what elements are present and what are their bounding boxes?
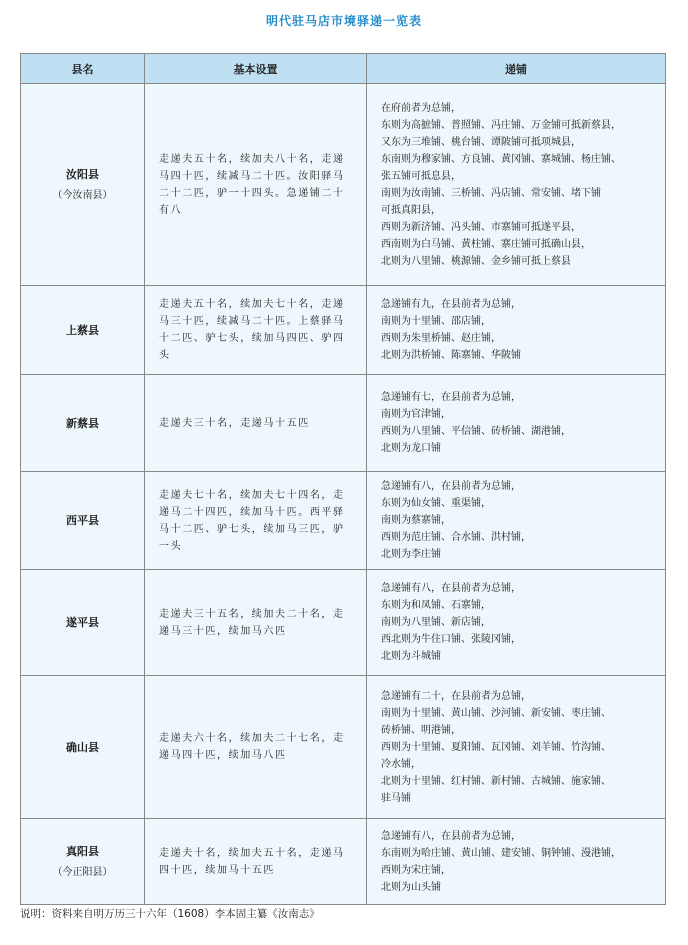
county-cell <box>21 819 145 905</box>
station-line: 张五铺可抵息县， <box>381 170 461 182</box>
station-line: 西则为新济铺、冯头铺、市寨铺可抵遂平县， <box>381 221 581 233</box>
station-line: 东则为和凤铺、石寨铺， <box>381 600 491 611</box>
table-row <box>21 570 666 676</box>
basic-setup-cell: 走递夫三十五名，续加夫二十名，走递马三十匹，续加马六匹 <box>145 570 367 676</box>
county-cell <box>21 84 145 286</box>
county-name: 西平县 <box>66 514 99 527</box>
station-line: 北则为八里铺、桃源铺、金乡铺可抵上蔡县 <box>381 255 571 267</box>
station-line: 东南则为穆家铺、方良铺、黄冈铺、寨城铺、杨庄铺、 <box>381 153 621 165</box>
station-line: 西则为范庄铺、合水铺、洪村铺， <box>381 532 531 543</box>
station-line: 南则为八里铺、新店铺， <box>381 617 491 628</box>
stations-cell <box>367 286 666 375</box>
station-line: 西则为宋庄铺， <box>381 864 451 876</box>
table-title: 明代驻马店市境驿递一览表 <box>265 14 422 28</box>
table-row <box>21 286 666 375</box>
station-line: 南则为蔡寨铺， <box>381 515 451 526</box>
station-line: 北则为斗城铺 <box>381 651 441 662</box>
station-line: 北则为龙口铺 <box>381 443 441 454</box>
station-line: 西则为十里铺、夏阳铺、瓦冈铺、刘羊铺、竹沟铺、 <box>381 741 611 753</box>
station-line: 冷水铺， <box>381 758 421 770</box>
basic-setup-cell: 走递夫七十名，续加夫七十四名，走递马二十四匹，续加马十匹。西平驿马十二匹、驴七头，续加马三匹，驴一头 <box>145 472 367 570</box>
station-line: 急递铺有二十，在县前者为总铺， <box>381 690 531 702</box>
station-line: 北则为李庄铺 <box>381 549 441 560</box>
station-line: 驻马铺 <box>381 792 411 804</box>
station-line: 南则为十里铺、邵店铺， <box>381 316 491 327</box>
station-line: 可抵真阳县， <box>381 204 441 216</box>
station-line: 东则为仙女铺、重渠铺， <box>381 498 491 509</box>
basic-setup-cell: 走递夫十名，续加夫五十名，走递马四十匹，续加马十五匹 <box>145 819 367 905</box>
county-cell <box>21 570 145 676</box>
county-cell <box>21 676 145 819</box>
station-line: 北则为洪桥铺、陈寨铺、华陂铺 <box>381 350 521 361</box>
table-footnote: 说明：资料来自明万历三十六年（1608）李本固主纂《汝南志》 <box>20 908 320 920</box>
basic-setup-cell: 走递夫五十名，续加夫七十名，走递马三十匹，续减马二十匹。上蔡驿马十二匹、驴七头，续加马四匹、驴四头 <box>145 286 367 375</box>
county-name: 确山县 <box>66 740 99 754</box>
basic-setup-cell: 走递夫六十名，续加夫二十七名，走递马四十匹，续加马八匹 <box>145 676 367 819</box>
county-name: 汝阳县 <box>66 167 99 181</box>
header-basic: 基本设置 <box>145 54 367 84</box>
station-line: 西则为朱里桥铺、赵庄铺， <box>381 333 501 344</box>
county-name: 上蔡县 <box>66 323 99 337</box>
station-line: 南则为十里铺、黄山铺、沙河铺、新安铺、枣庄铺、 <box>381 707 611 719</box>
county-cell <box>21 286 145 375</box>
header-row <box>21 54 666 84</box>
stations-cell <box>367 375 666 472</box>
station-line: 西北则为牛住口铺、张陵冈铺， <box>381 634 521 645</box>
county-name: 遂平县 <box>66 616 99 629</box>
county-cell <box>21 472 145 570</box>
county-name: 真阳县 <box>66 844 99 858</box>
stations-cell <box>367 472 666 570</box>
stations-cell <box>367 819 666 905</box>
station-line: 急递铺有八，在县前者为总铺， <box>381 830 521 842</box>
header-stations: 递铺 <box>367 54 666 84</box>
station-line: 北则为十里铺、红村铺、新村铺、古城铺、施家铺、 <box>381 775 611 787</box>
station-line: 西南则为白马铺、黄柱铺、寨庄铺可抵确山县， <box>381 238 591 250</box>
station-line: 东南则为哈庄铺、黄山铺、建安铺、铜钟铺、漫港铺， <box>381 847 621 859</box>
station-line: 急递铺有八，在县前者为总铺， <box>381 481 521 492</box>
county-modern-name: （今正阳县） <box>52 866 113 878</box>
station-line: 砖桥铺、明港铺， <box>381 724 461 736</box>
table-row <box>21 375 666 472</box>
table-row <box>21 472 666 570</box>
station-line: 南则为官津铺， <box>381 409 451 420</box>
station-line: 南则为汝南铺、三桥铺、冯店铺、常安铺、堵下铺 <box>381 187 601 199</box>
table-row <box>21 676 666 819</box>
county-cell <box>21 375 145 472</box>
table-row <box>21 84 666 286</box>
county-name: 新蔡县 <box>66 416 99 430</box>
station-line: 东则为高摭铺、普照铺、冯庄铺、万金铺可抵新蔡县， <box>381 119 621 131</box>
table-row <box>21 819 666 905</box>
station-line: 北则为山头铺 <box>381 881 441 893</box>
station-line: 在府前者为总铺， <box>381 102 461 114</box>
stations-cell <box>367 570 666 676</box>
station-line: 急递铺有八，在县前者为总铺， <box>381 583 521 594</box>
station-line: 又东为三堆铺、桃台铺、谭陂铺可抵项城县， <box>381 136 581 148</box>
stations-cell <box>367 84 666 286</box>
station-line: 急递铺有七，在县前者为总铺， <box>381 392 521 403</box>
station-line: 急递铺有九，在县前者为总铺， <box>381 299 521 310</box>
courier-station-table <box>20 53 666 905</box>
county-modern-name: （今汝南县） <box>52 189 113 201</box>
station-line: 西则为八里铺、平信铺、砖桥铺、湖港铺， <box>381 426 571 437</box>
basic-setup-cell: 走递夫五十名，续加夫八十名，走递马四十匹，续减马二十匹。汝阳驿马二十二匹，驴一十四头。急递铺二十有八 <box>145 84 367 286</box>
header-county: 县名 <box>21 54 145 84</box>
stations-cell <box>367 676 666 819</box>
basic-setup-cell: 走递夫三十名，走递马十五匹 <box>145 375 367 472</box>
